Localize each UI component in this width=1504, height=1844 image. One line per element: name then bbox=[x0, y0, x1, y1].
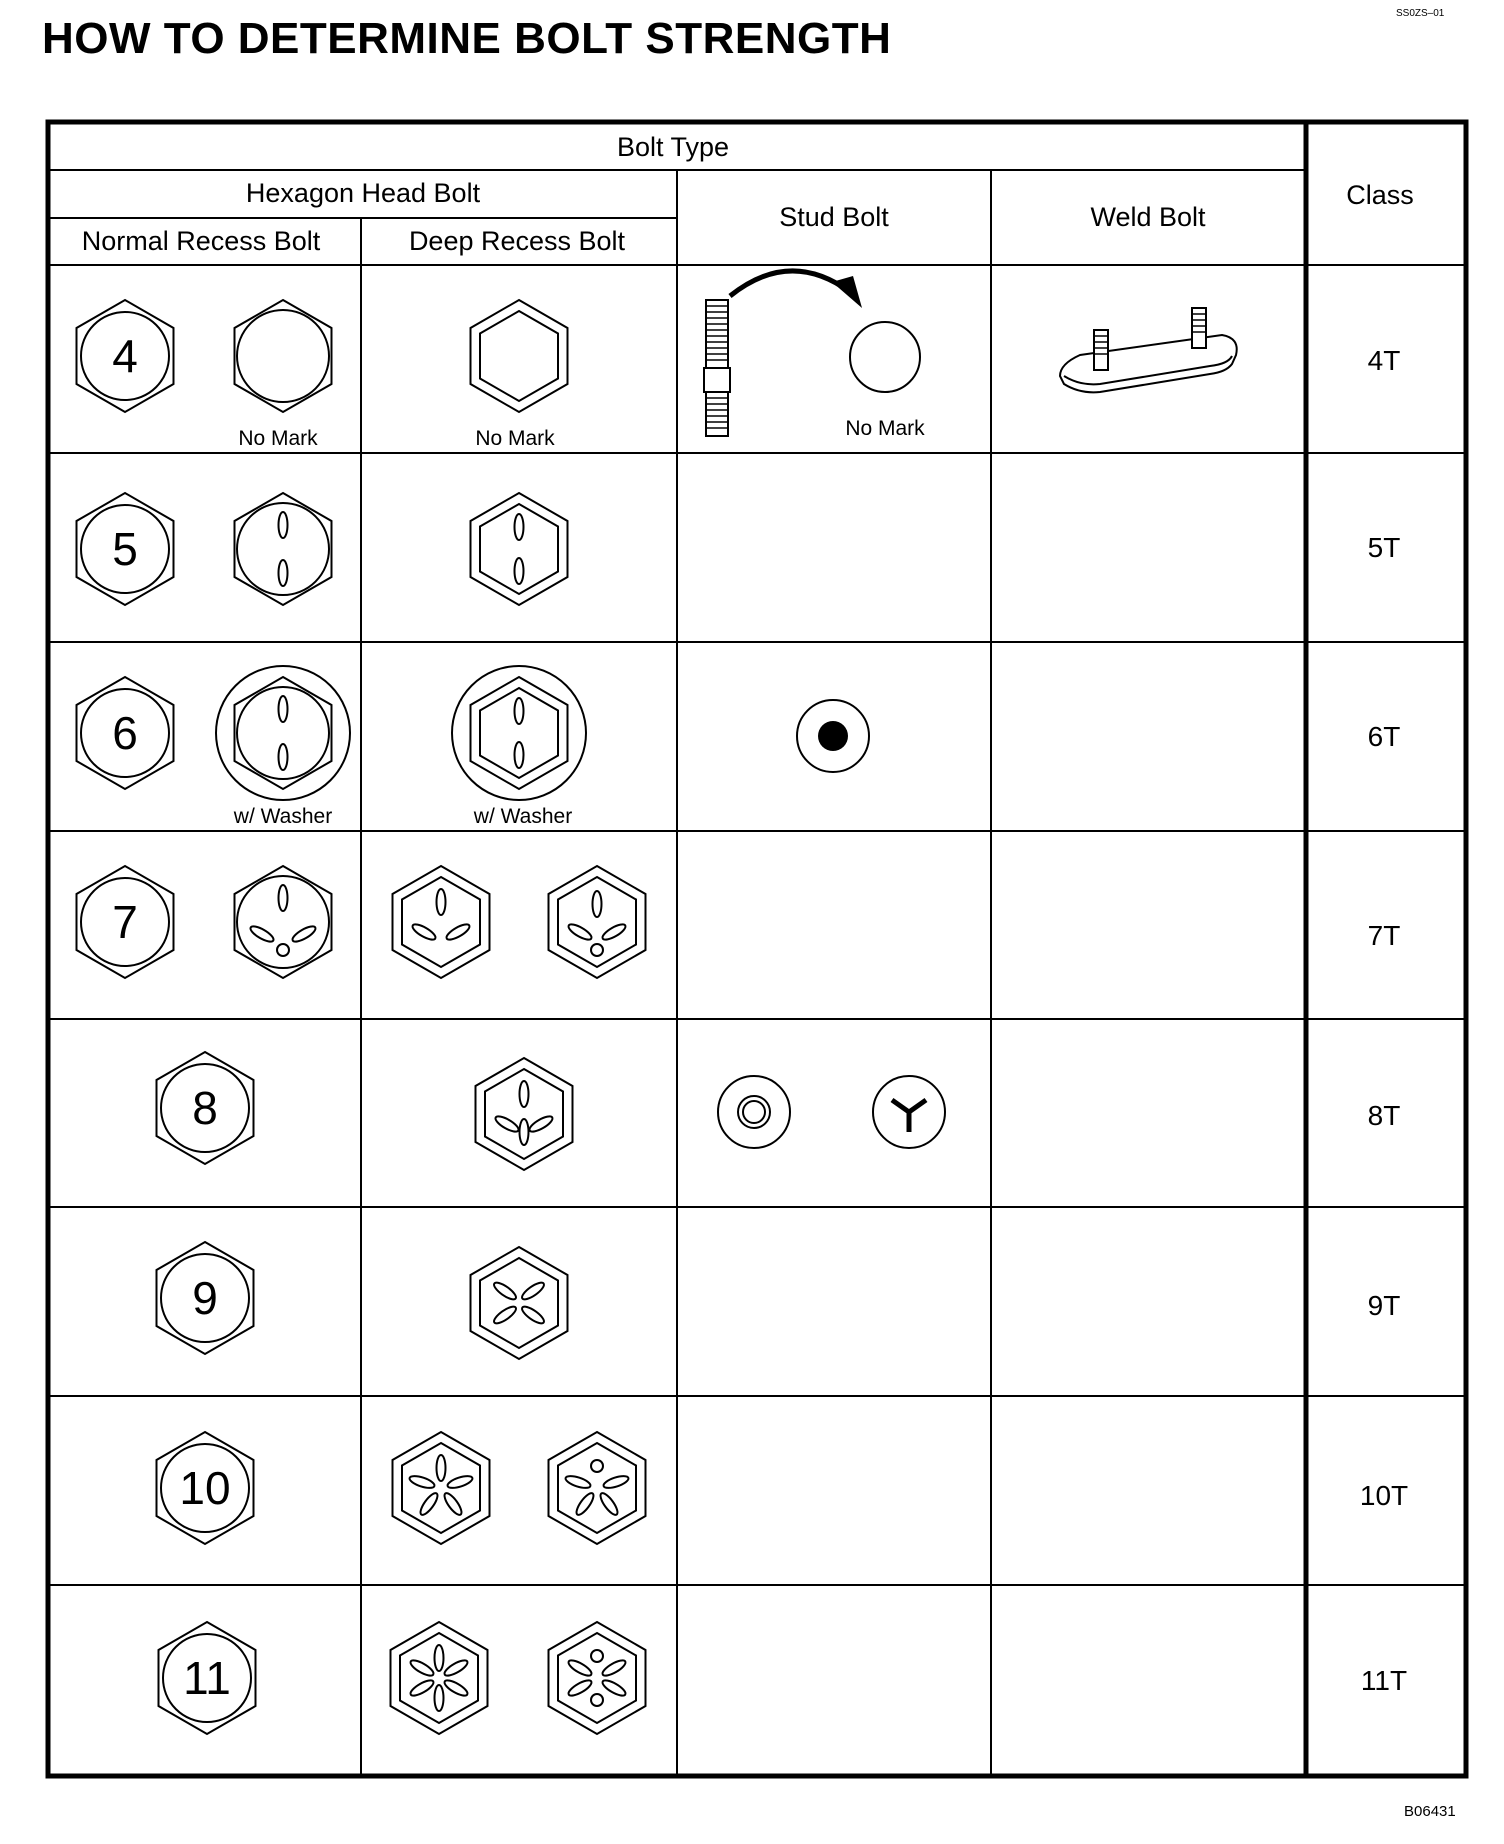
hex-bolt-head-plain bbox=[235, 300, 332, 412]
class-cell: 9T bbox=[1367, 1290, 1401, 1321]
document-code-top: SS0ZS–01 bbox=[1396, 8, 1445, 19]
with-washer-label: w/ Washer bbox=[473, 805, 573, 828]
header-weld-bolt: Weld Bolt bbox=[1090, 202, 1206, 232]
hex-bolt-head-two-lines bbox=[235, 493, 332, 605]
hex-bolt-head-numbered bbox=[77, 493, 174, 605]
hex-bolt-head-numbered bbox=[157, 1242, 254, 1354]
deep-recess-hex-head-plain bbox=[471, 300, 568, 412]
deep-recess-hex-head-five-marks bbox=[393, 1432, 490, 1544]
deep-recess-hex-head-six-marks-dots bbox=[549, 1622, 646, 1734]
header-stud-bolt: Stud Bolt bbox=[779, 202, 889, 232]
no-mark-label: No Mark bbox=[475, 427, 555, 450]
bolt-head-number: 11 bbox=[183, 1652, 231, 1704]
header-bolt-type: Bolt Type bbox=[616, 132, 730, 162]
stud-bolt-end-dot bbox=[797, 700, 869, 772]
hex-bolt-head-numbered bbox=[157, 1432, 254, 1544]
stud-bolt-end-double-ring bbox=[718, 1076, 790, 1148]
hex-bolt-head-numbered bbox=[157, 1052, 254, 1164]
bolt-head-number: 7 bbox=[112, 896, 138, 948]
deep-recess-hex-head-two-lines bbox=[471, 493, 568, 605]
bolt-head-number: 4 bbox=[112, 330, 138, 382]
deep-recess-hex-head-five-marks-dot bbox=[549, 1432, 646, 1544]
class-cell: 4T bbox=[1367, 345, 1401, 376]
with-washer-label: w/ Washer bbox=[233, 805, 333, 828]
deep-recess-hex-head-three-marks-dot bbox=[549, 866, 646, 978]
stud-bolt-end-y-mark bbox=[873, 1076, 945, 1148]
bolt-head-number: 5 bbox=[112, 523, 138, 575]
class-cell: 8T bbox=[1367, 1100, 1401, 1131]
hex-bolt-head-numbered bbox=[77, 677, 174, 789]
washer-hex-bolt-head bbox=[216, 666, 350, 800]
bolt-head-number: 9 bbox=[192, 1272, 218, 1324]
header-normal-recess-bolt: Normal Recess Bolt bbox=[81, 226, 321, 256]
washer-deep-recess-hex-head bbox=[452, 666, 586, 800]
bolt-head-number: 10 bbox=[179, 1462, 231, 1514]
figure-code: B06431 bbox=[1404, 1803, 1456, 1820]
deep-recess-hex-head-x-marks bbox=[471, 1247, 568, 1359]
no-mark-label: No Mark bbox=[238, 427, 318, 450]
deep-recess-hex-head-six-marks bbox=[391, 1622, 488, 1734]
header-class: Class bbox=[1346, 180, 1414, 210]
hex-bolt-head-numbered bbox=[77, 866, 174, 978]
table-frame bbox=[48, 122, 1466, 1776]
deep-recess-hex-head-four-marks bbox=[476, 1058, 573, 1170]
header-hexagon-head-bolt: Hexagon Head Bolt bbox=[245, 178, 481, 208]
class-cell: 10T bbox=[1359, 1480, 1409, 1511]
page-title: HOW TO DETERMINE BOLT STRENGTH bbox=[42, 14, 892, 63]
no-mark-label: No Mark bbox=[845, 417, 925, 440]
class-cell: 6T bbox=[1367, 721, 1401, 752]
deep-recess-hex-head-three-marks bbox=[393, 866, 490, 978]
hex-bolt-head-numbered bbox=[77, 300, 174, 412]
stud-bolt-end-plain bbox=[850, 322, 920, 392]
bolt-head-number: 6 bbox=[112, 707, 138, 759]
hex-bolt-head-three-marks bbox=[235, 866, 332, 978]
hex-bolt-head-numbered bbox=[159, 1622, 256, 1734]
class-cell: 7T bbox=[1367, 920, 1401, 951]
weld-bolt-icon bbox=[1060, 308, 1237, 392]
stud-bolt-icon bbox=[704, 300, 730, 436]
class-cell: 5T bbox=[1367, 532, 1401, 563]
class-cell: 11T bbox=[1360, 1665, 1408, 1696]
curved-arrow-icon bbox=[730, 271, 862, 308]
header-deep-recess-bolt: Deep Recess Bolt bbox=[408, 226, 626, 256]
bolt-head-number: 8 bbox=[192, 1082, 218, 1134]
